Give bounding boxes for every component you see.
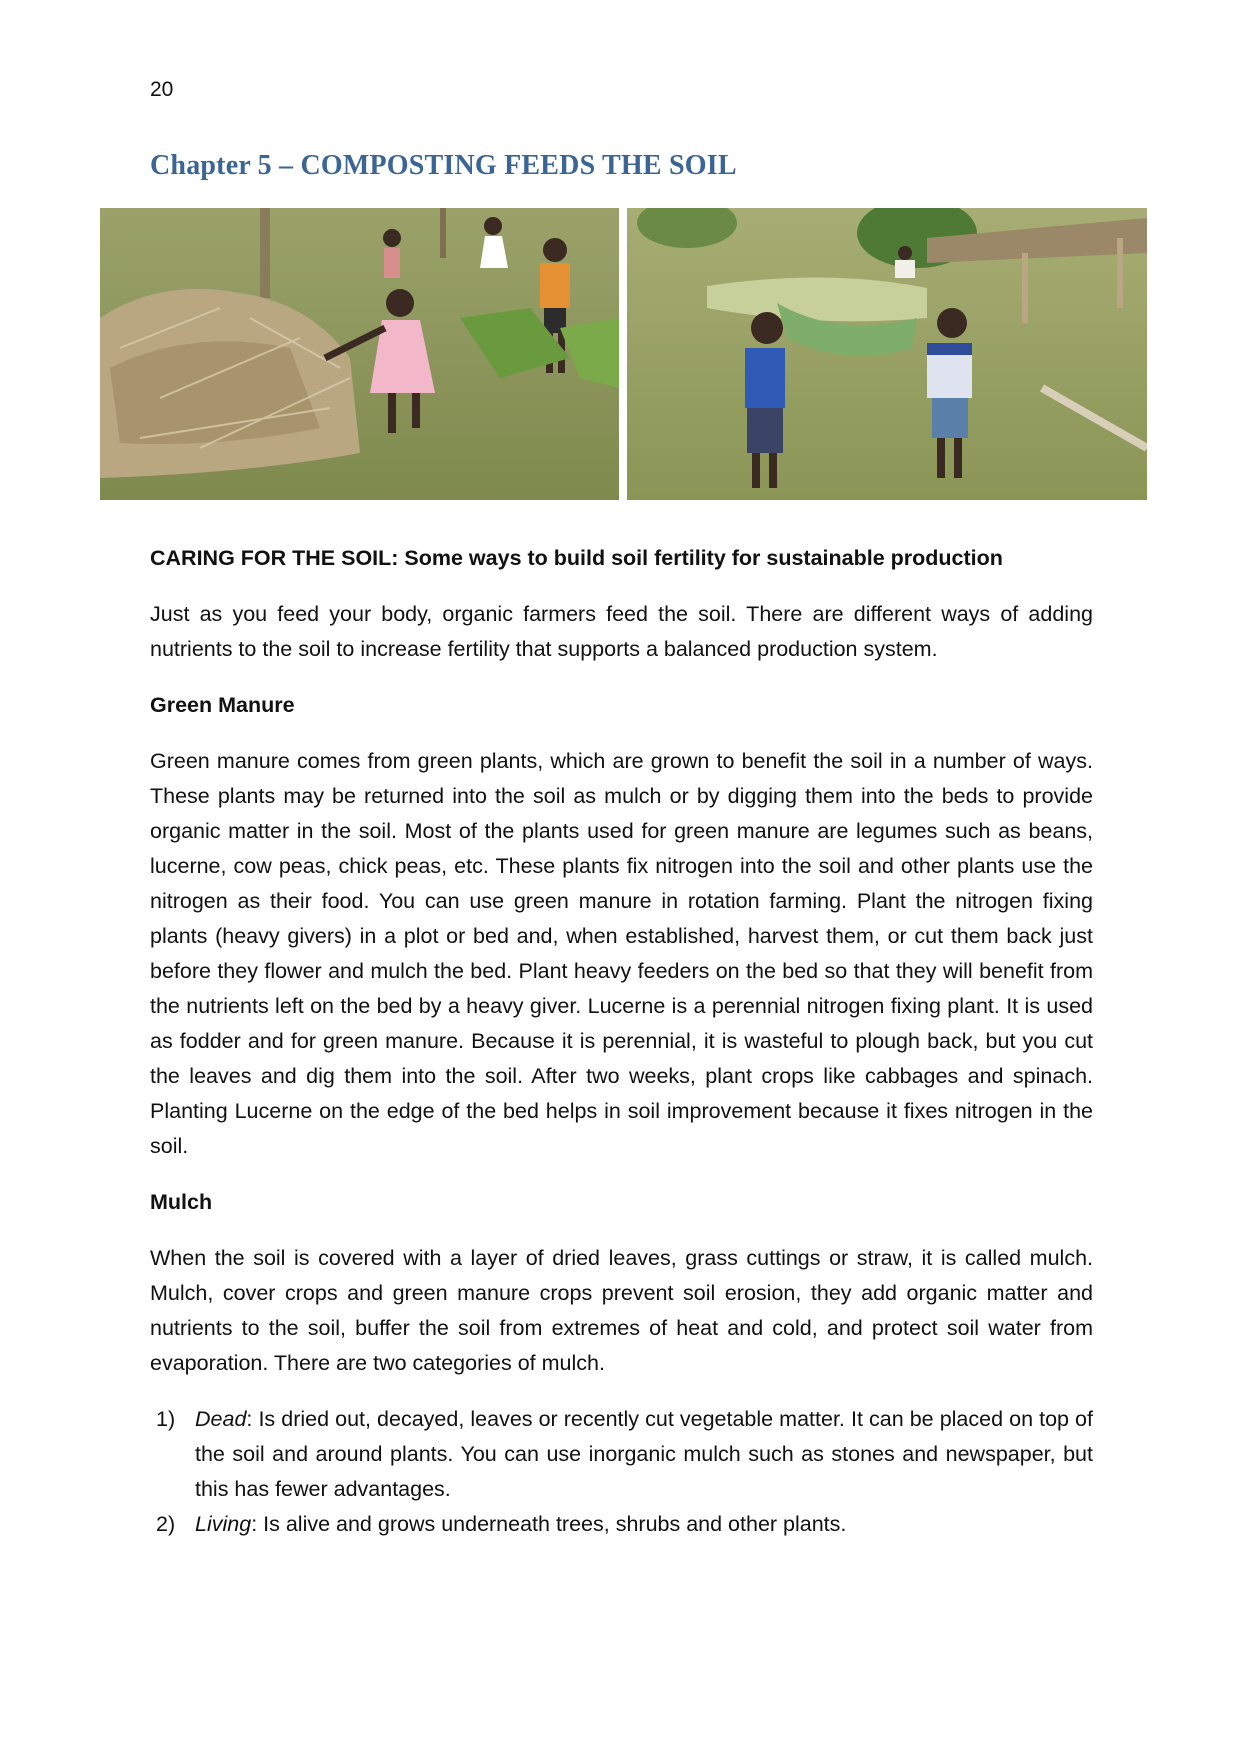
green-manure-heading: Green Manure <box>150 693 295 717</box>
photo-children-composting <box>100 208 619 500</box>
list-item-term: Living <box>195 1512 252 1536</box>
page-content <box>150 541 1093 1542</box>
chapter-title: Chapter 5 – COMPOSTING FEEDS THE SOIL <box>150 150 737 181</box>
list-item-number: 2) <box>156 1512 176 1536</box>
intro-paragraph: Just as you feed your body, organic farmers feed the soil. There are different ways of adding nutrients to the soil to increase fertility that supports a balanced production system. <box>150 602 1093 661</box>
mulch-categories-list <box>150 1402 1093 1542</box>
list-item-text: : Is dried out, decayed, leaves or recently cut vegetable matter. It can be placed on top of the soil and around plants. You can use inorganic mulch such as stones and newspaper, but this has fewer advantages. <box>195 1407 1093 1501</box>
green-manure-paragraph: Green manure comes from green plants, which are grown to benefit the soil in a number of ways. These plants may be returned into the soil as mulch or by digging them into the beds to provide organic matter in the soil. Most of the plants used for green manure are legumes such as beans, lucerne, cow peas, chick peas, etc. These plants fix nitrogen into the soil and other plants use the nitrogen as their food. You can use green manure in rotation farming. Plant the nitrogen fixing plants (heavy givers) in a plot or bed and, when established, harvest them, or cut them back just before they flower and mulch the bed. Plant heavy feeders on the bed so that they will benefit from the nutrients left on the bed by a heavy giver. Lucerne is a perennial nitrogen fixing plant. It is used as fodder and for green manure. Because it is perennial, it is wasteful to plough back, but you cut the leaves and dig them into the soil. After two weeks, plant crops like cabbages and spinach. Planting Lucerne on the edge of the bed helps in soil improvement because it fixes nitrogen in the soil. <box>150 749 1093 1158</box>
mulch-paragraph: When the soil is covered with a layer of dried leaves, grass cuttings or straw, it is called mulch. Mulch, cover crops and green manure crops prevent soil erosion, they add organic matter and nutrients to the soil, buffer the soil from extremes of heat and cold, and protect soil water from evaporation. There are two categories of mulch. <box>150 1246 1093 1375</box>
intro-heading: CARING FOR THE SOIL: Some ways to build soil fertility for sustainable production <box>150 546 1003 570</box>
list-item <box>150 1402 1093 1507</box>
children-piling-straw-icon <box>100 208 619 500</box>
children-carrying-basin-icon <box>627 208 1147 500</box>
photo-children-carrying-basin <box>627 208 1147 500</box>
page-number: 20 <box>150 78 174 101</box>
list-item-term: Dead <box>195 1407 247 1431</box>
mulch-heading: Mulch <box>150 1190 213 1214</box>
list-item <box>150 1507 1093 1542</box>
list-item-text: : Is alive and grows underneath trees, shrubs and other plants. <box>251 1512 847 1536</box>
list-item-number: 1) <box>156 1407 176 1431</box>
